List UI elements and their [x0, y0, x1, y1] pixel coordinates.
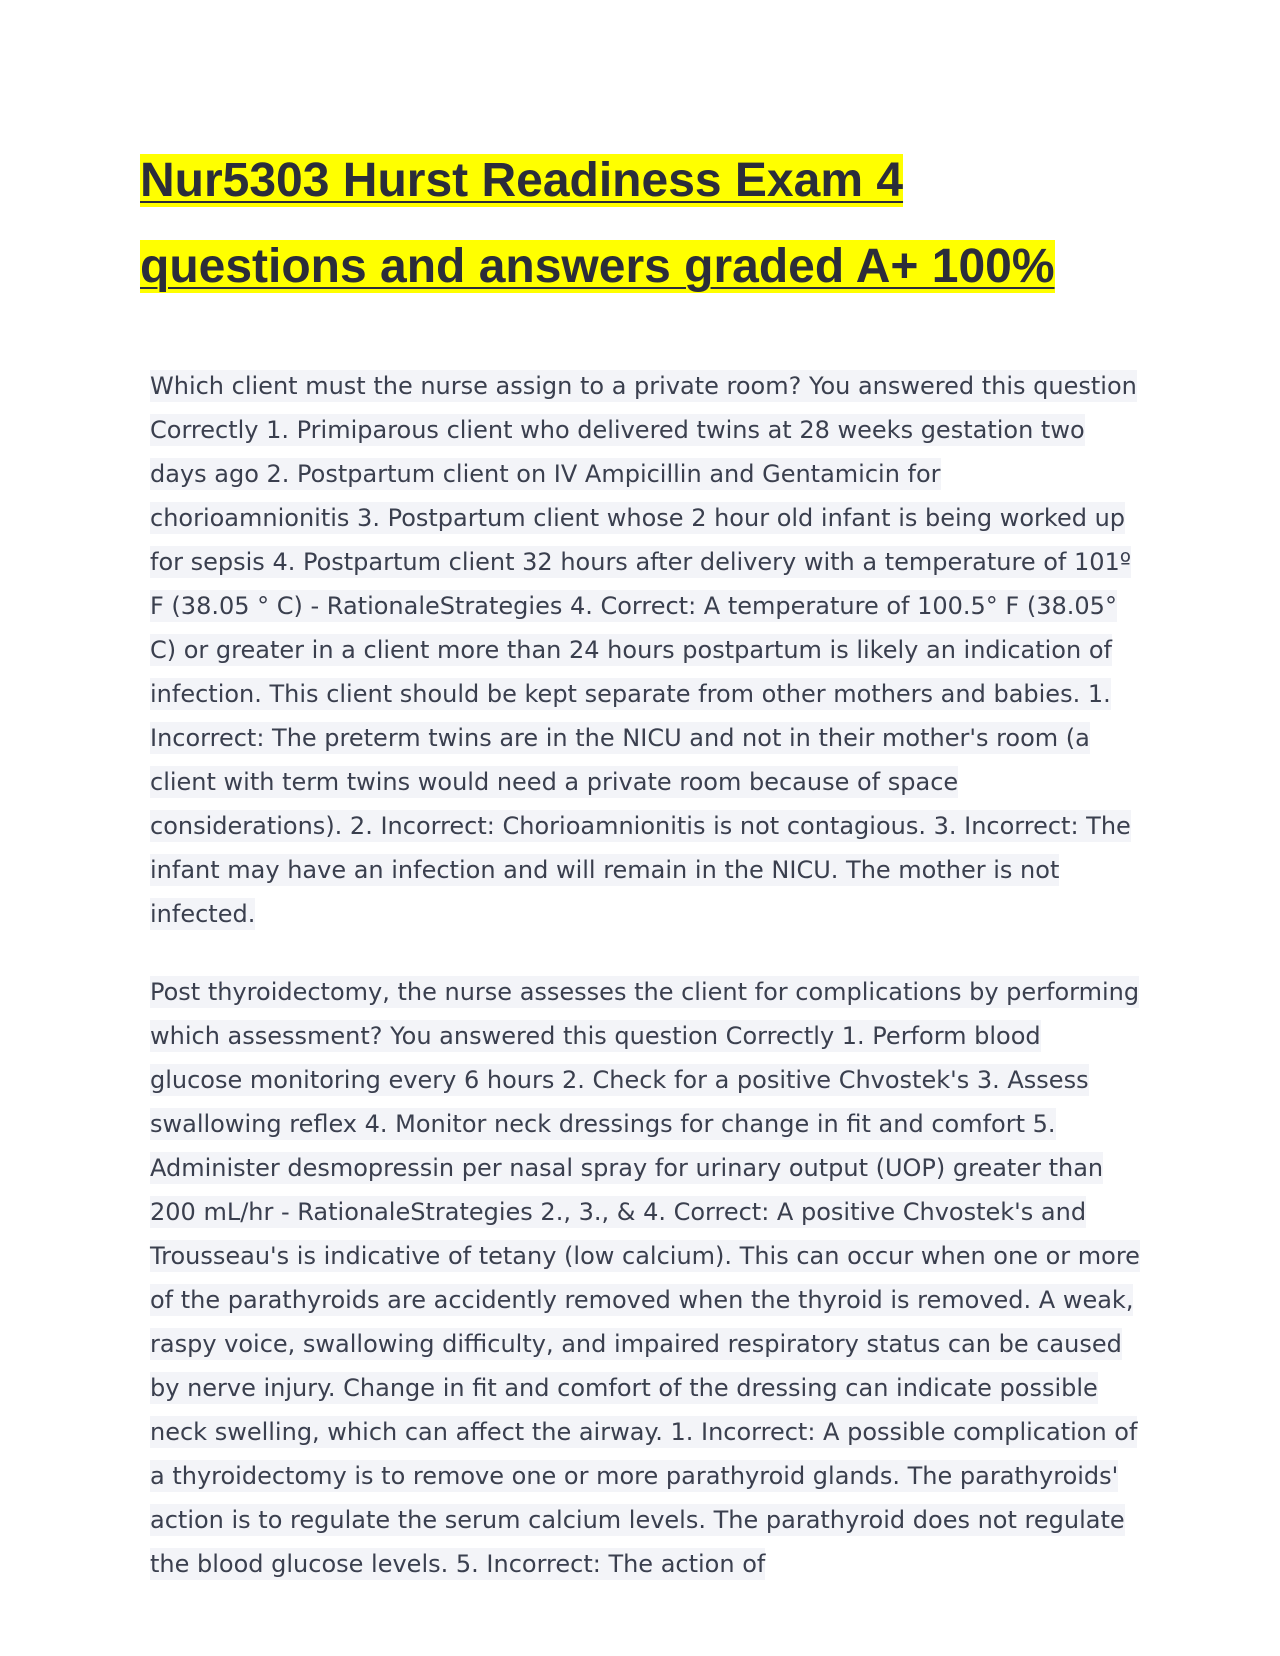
question-paragraph-2: [150, 970, 1140, 1586]
title-line-1: Nur5303 Hurst Readiness Exam 4: [140, 154, 904, 207]
question-paragraph-1: [150, 364, 1140, 936]
question-1-text: Which client must the nurse assign to a private room? You answered this question Correctly 1. Primiparous client who delivered twins at 28 weeks gestation two days ago 2. Postpartum client on IV Ampicillin and Gentamicin for chorioamnionitis 3. Postpartum client whose 2 hour old infant is being worked up for sepsis 4. Postpartum client 32 hours after delivery with a temperature of 101º F (38.05 ° C) - RationaleStrategies 4. Correct: A temperature of 100.5° F (38.05° C) or greater in a client more than 24 hours postpartum is likely an indication of infection. This client should be kept separate from other mothers and babies. 1. Incorrect: The preterm twins are in the NICU and not in their mother's room (a client with term twins would need a private room because of space considerations). 2. Incorrect: Chorioamnionitis is not contagious. 3. Incorrect: The infant may have an infection and will remain in the NICU. The mother is not infected.: [150, 372, 1137, 928]
document-title: [140, 138, 1140, 310]
title-line-2: questions and answers graded A+ 100%: [140, 240, 1055, 293]
question-2-text: Post thyroidectomy, the nurse assesses the client for complications by performing which assessment? You answered this question Correctly 1. Perform blood glucose monitoring every 6 hours 2. Check for a positive Chvostek's 3. Assess swallowing reflex 4. Monitor neck dressings for change in fit and comfort 5. Administer desmopressin per nasal spray for urinary output (UOP) greater than 200 mL/hr - RationaleStrategies 2., 3., & 4. Correct: A positive Chvostek's and Trousseau's is indicative of tetany (low calcium). This can occur when one or more of the parathyroids are accidently removed when the thyroid is removed. A weak, raspy voice, swallowing difficulty, and impaired respiratory status can be caused by nerve injury. Change in fit and comfort of the dressing can indicate possible neck swelling, which can affect the airway. 1. Incorrect: A possible complication of a thyroidectomy is to remove one or more parathyroid glands. The parathyroids' action is to regulate the serum calcium levels. The parathyroid does not regulate the blood glucose levels. 5. Incorrect: The action of: [150, 978, 1140, 1578]
